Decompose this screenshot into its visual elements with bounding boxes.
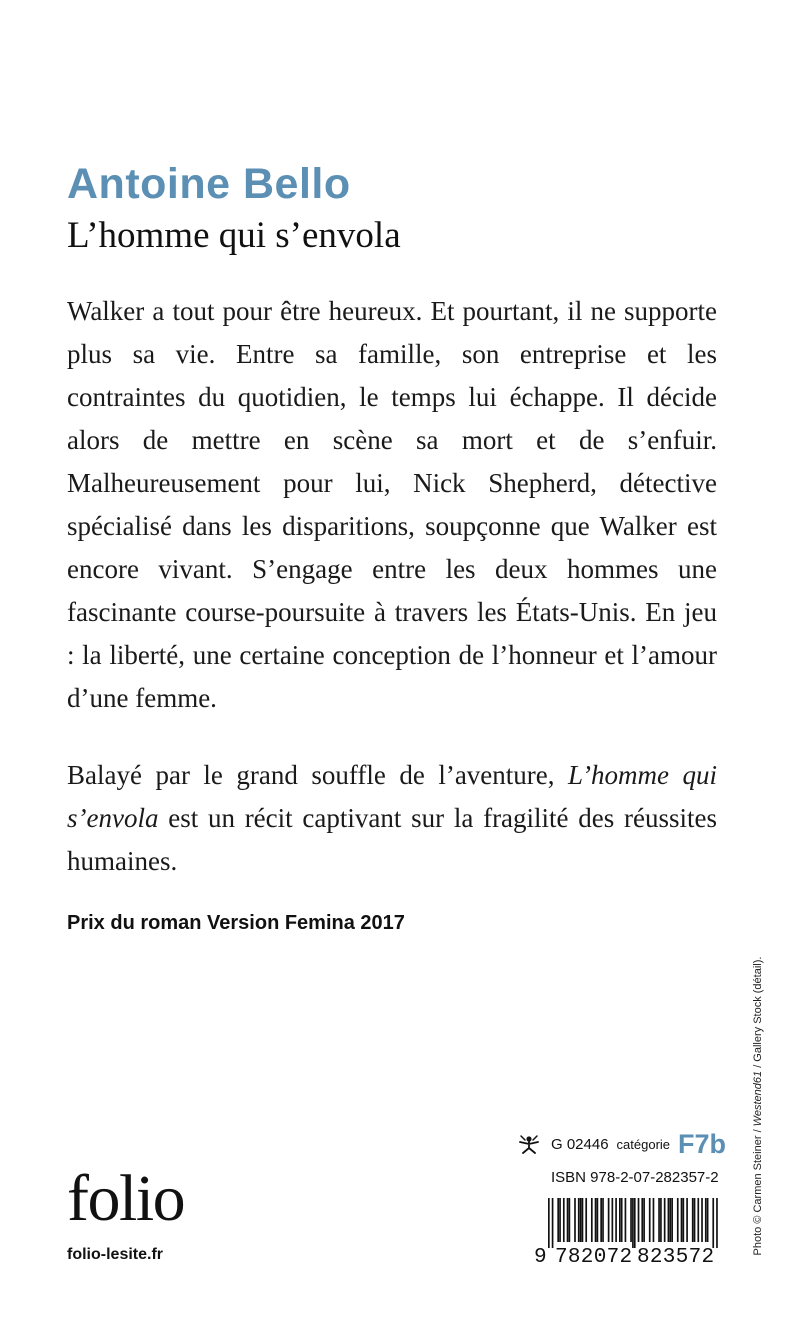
barcode-bar	[591, 1198, 593, 1242]
blurb-paragraph-1: Walker a tout pour être heureux. Et pourtant, il ne supporte plus sa vie. Entre sa famille, son entreprise et les contraintes du quotidien, le temps lui échappe. Il décide alors de mettre en scène sa mort et de s’enfuir. Malheureusement pour lui, Nick Shepherd, détective spécialisé dans les disparitions, soupçonne que Walker est encore vivant. S’engage entre les deux hommes une fascinante course-poursuite à travers les États-Unis. En jeu : la liberté, une certaine conception de l’honneur et l’amour d’une femme.	[67, 296, 717, 713]
category-label: catégorie	[616, 1136, 671, 1152]
barcode-bar	[669, 1198, 671, 1242]
book-title: L’homme qui s’envola	[67, 215, 401, 256]
barcode-bar	[660, 1198, 662, 1242]
product-code: G 02446	[551, 1135, 609, 1153]
barcode-digits-left: 782072	[555, 1246, 633, 1269]
barcode	[548, 1198, 718, 1248]
barcode-bar	[557, 1198, 559, 1242]
barcode-bar	[716, 1198, 718, 1248]
barcode-bar	[634, 1198, 636, 1248]
barcode-bar	[705, 1198, 707, 1242]
blurb-2-title-italic: L’homme qui s’envola	[67, 760, 717, 833]
blurb-2-lead: Balayé par le grand souffle de l’aventure,	[67, 760, 569, 790]
barcode-bar	[683, 1198, 685, 1242]
barcode-bar	[595, 1198, 597, 1242]
prize-mention: Prix du roman Version Femina 2017	[67, 912, 405, 934]
barcode-bar	[578, 1198, 580, 1242]
barcode-digit-first: 9	[534, 1246, 547, 1269]
category-code: F7b	[678, 1128, 727, 1159]
barcode-bar	[621, 1198, 623, 1242]
photo-credit-prefix: Photo © Carmen Steiner /	[752, 1126, 764, 1256]
photo-credit-column	[746, 943, 770, 1270]
barcode-bar	[697, 1198, 699, 1242]
barcode-digits-right: 823572	[637, 1246, 715, 1269]
barcode-bar	[600, 1198, 602, 1242]
barcode-bar	[585, 1198, 587, 1242]
barcode-bar	[608, 1198, 610, 1242]
publisher-website: folio-lesite.fr	[67, 1246, 164, 1263]
blurb-2-tail: est un récit captivant sur la fragilité des réussites humaines.	[67, 803, 717, 876]
barcode-bar	[681, 1198, 683, 1242]
barcode-bar	[612, 1198, 614, 1242]
barcode-bar	[638, 1198, 640, 1242]
barcode-bar	[615, 1198, 617, 1242]
folio-logo: folio	[67, 1162, 185, 1235]
barcode-bar	[653, 1198, 655, 1242]
barcode-bar	[712, 1198, 714, 1248]
barcode-bar	[701, 1198, 703, 1242]
barcode-bar	[602, 1198, 604, 1242]
barcode-bar	[658, 1198, 660, 1242]
barcode-bar	[625, 1198, 627, 1242]
barcode-bar	[664, 1198, 666, 1242]
barcode-bar	[707, 1198, 709, 1242]
barcode-bar	[694, 1198, 696, 1242]
barcode-bar	[671, 1198, 673, 1242]
barcode-bar	[668, 1198, 670, 1242]
barcode-bar	[692, 1198, 694, 1242]
barcode-bar	[567, 1198, 569, 1242]
barcode-bar	[630, 1198, 632, 1242]
barcode-bar	[641, 1198, 643, 1242]
barcode-bar	[563, 1198, 565, 1242]
gallimard-icon	[517, 1133, 541, 1155]
isbn: ISBN 978-2-07-282357-2	[551, 1169, 719, 1186]
barcode-bar	[580, 1198, 582, 1242]
photo-credit	[751, 943, 765, 1270]
barcode-bar	[686, 1198, 688, 1242]
photo-credit-agency: Westend61	[752, 1070, 764, 1127]
barcode-bar	[632, 1198, 634, 1248]
barcode-bar	[552, 1198, 554, 1248]
barcode-bar	[649, 1198, 651, 1242]
author-name: Antoine Bello	[67, 160, 351, 208]
barcode-bar	[569, 1198, 571, 1242]
barcode-bar	[559, 1198, 561, 1242]
blurb-paragraph-2	[67, 754, 717, 883]
barcode-bar	[597, 1198, 599, 1242]
barcode-bar	[677, 1198, 679, 1242]
photo-credit-suffix: / Gallery Stock (détail).	[752, 956, 764, 1071]
product-code-line	[517, 1126, 726, 1162]
barcode-bar	[643, 1198, 645, 1242]
barcode-bar	[574, 1198, 576, 1242]
barcode-bar	[582, 1198, 584, 1242]
barcode-bar	[619, 1198, 621, 1242]
barcode-bar	[548, 1198, 550, 1248]
